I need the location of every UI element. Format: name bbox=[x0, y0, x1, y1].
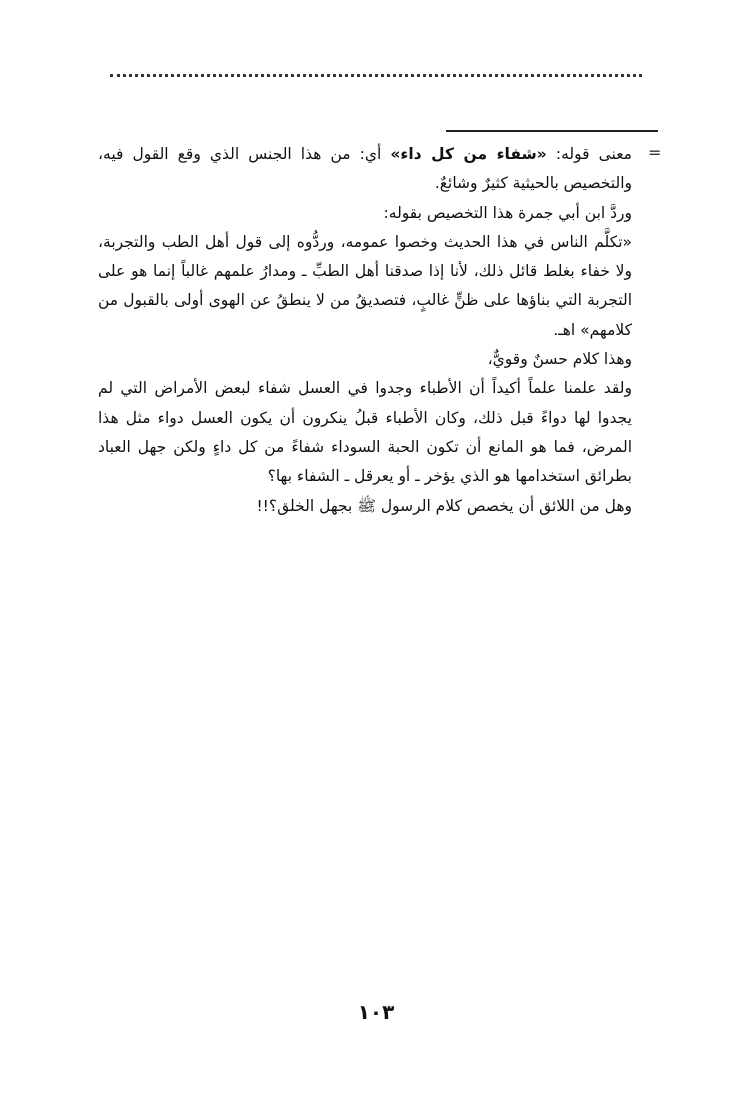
footnote-lead-paragraph bbox=[98, 140, 632, 199]
footnote-paragraph-3: وهذا كلام حسنٌ وقويٌّ، bbox=[487, 350, 632, 369]
dotted-separator bbox=[110, 74, 642, 77]
page-number: ١٠٣ bbox=[357, 1000, 395, 1024]
footnote-paragraph-1: وردَّ ابن أبي جمرة هذا التخصيص بقوله: bbox=[383, 203, 632, 222]
lead-label: معنى قوله: bbox=[555, 145, 632, 163]
footnote-separator-line bbox=[446, 130, 658, 132]
quoted-term: «شفاء من كل داء» bbox=[390, 145, 547, 163]
lead-rest: أي: من هذا الجنس الذي وقع القول فيه، والتخصيص بالحيثية كثيرٌ وشائعٌ. bbox=[98, 145, 632, 193]
footnote-body bbox=[98, 140, 632, 521]
footnote-paragraph-4: ولقد علمنا علماً أكيداً أن الأطباء وجدوا في العسل شفاء لبعض الأمراض التي لم يجدوا لها دواءً قبل ذلك، وكان الأطباء قبلُ ينكرون أن يكون العسل دواء مثل هذا المرض، فما هو المانع أن تكون الحبة السوداء شفاءً من كل داءٍ ولكن جهل العباد بطرائق استخدامها هو الذي يؤخر ـ أو يعرقل ـ الشفاء بها؟ bbox=[98, 379, 632, 486]
footnote-paragraph-5: وهل من اللائق أن يخصص كلام الرسول ﷺ بجهل الخلق؟!! bbox=[256, 496, 632, 515]
footnote-continuation-mark: = bbox=[648, 143, 662, 162]
footnote-paragraph-2: «تكلَّم الناس في هذا الحديث وخصوا عمومه، وردُّوه إلى قول أهل الطب والتجربة، ولا خفاء بغلط قائل ذلك، لأنا إذا صدقنا أهل الطبِّ ـ ومدارُ علمهم غالباً إنما هو على التجربة التي بناؤها على ظنٍّ غالبٍ، فتصديقُ من لا ينطقُ عن الهوى أولى بالقبول من كلامهم» اهـ. bbox=[98, 232, 632, 339]
